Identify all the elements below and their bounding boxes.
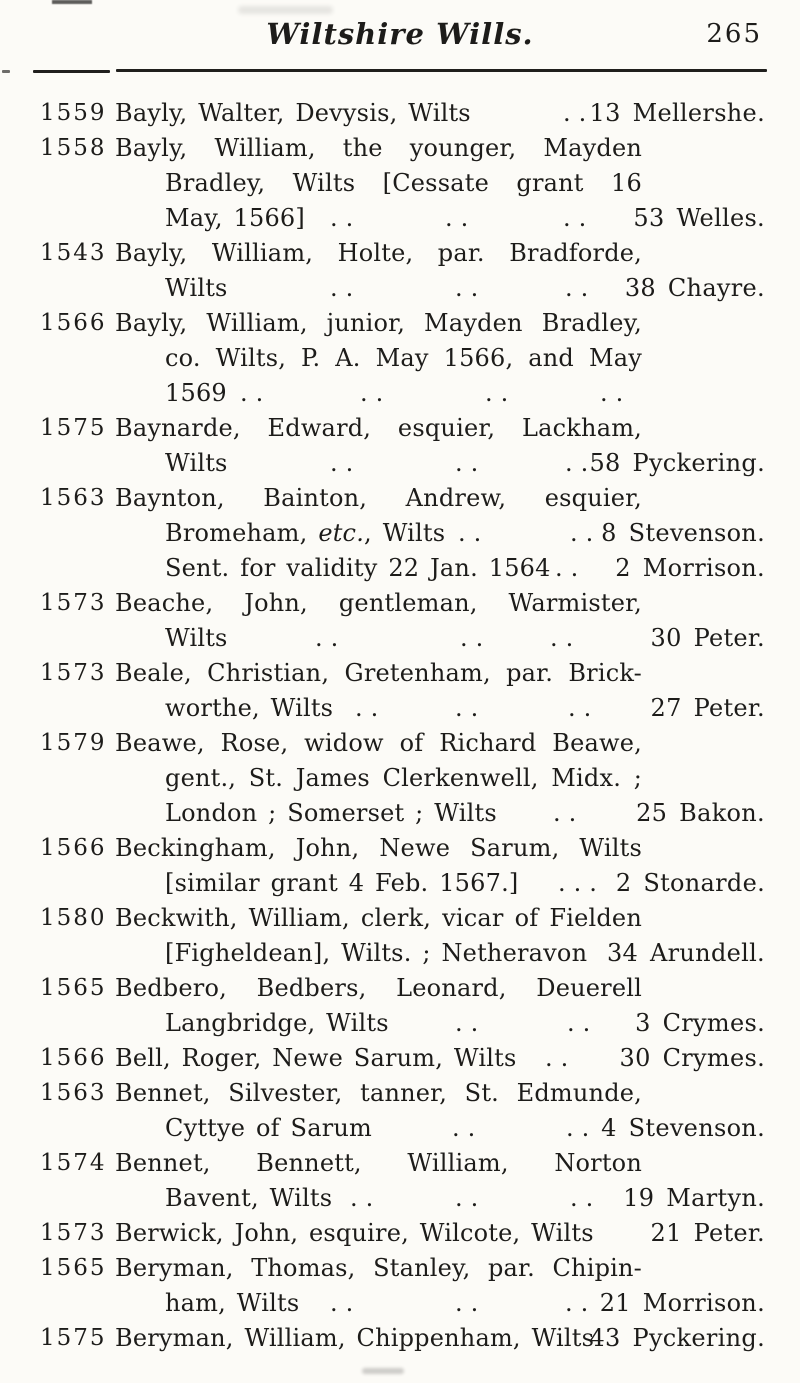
- entry-year: 1575: [40, 1325, 107, 1351]
- will-entry-row: [0, 831, 800, 866]
- entry-text: Wilts: [165, 624, 228, 652]
- page-number: 265: [706, 19, 762, 49]
- will-entry-row: [0, 1216, 800, 1251]
- entry-text: Baynarde, Edward, esquier, Lackham,: [115, 414, 642, 442]
- leader-dots: ..: [355, 694, 387, 722]
- will-entry-row: [0, 201, 800, 236]
- leader-dots: ..: [460, 624, 492, 652]
- entry-text: Berwick, John, esquire, Wilcote, Wilts: [115, 1219, 594, 1247]
- entry-text: Beale, Christian, Gretenham, par. Brick-: [115, 659, 642, 687]
- entry-year: 1558: [40, 135, 107, 161]
- leader-dots: ..: [330, 274, 362, 302]
- will-entry-row: [0, 1111, 800, 1146]
- will-entry-row: [0, 271, 800, 306]
- register-reference: 2 Stonarde.: [615, 869, 765, 897]
- entry-year: 1563: [40, 1080, 107, 1106]
- register-reference: 21 Morrison.: [599, 1289, 765, 1317]
- leader-dots: ..: [565, 274, 597, 302]
- will-entry-row: [0, 96, 800, 131]
- leader-dots: ..: [350, 1184, 382, 1212]
- entry-text: Bayly, William, junior, Mayden Bradley,: [115, 309, 642, 337]
- entry-text: Bradley, Wilts [Cessate grant 16: [165, 169, 642, 197]
- leader-dots: ..: [566, 1114, 598, 1142]
- header-rule-tick: [2, 70, 10, 73]
- entry-text: Bayly, Walter, Devysis, Wilts: [115, 99, 471, 127]
- entry-text: Cyttye of Sarum: [165, 1114, 372, 1142]
- entry-text: Sent. for validity 22 Jan. 1564: [165, 554, 551, 582]
- leader-dots: ..: [445, 204, 477, 232]
- leader-dots: ..: [553, 799, 585, 827]
- entry-year: 1566: [40, 310, 107, 336]
- leader-dots: ..: [455, 274, 487, 302]
- leader-dots: ..: [567, 1009, 599, 1037]
- entry-text: Wilts: [165, 274, 228, 302]
- will-entry-row: [0, 166, 800, 201]
- leader-dots: ..: [570, 1184, 602, 1212]
- entry-text: Bayly, William, the younger, Mayden: [115, 134, 642, 162]
- register-reference: 21 Peter.: [650, 1219, 765, 1247]
- page-header: [0, 12, 800, 56]
- will-entry-row: [0, 481, 800, 516]
- leader-dots: ..: [568, 694, 600, 722]
- entry-text: Beache, John, gentleman, Warmister,: [115, 589, 642, 617]
- will-entry-row: [0, 516, 800, 551]
- will-entry-row: [0, 1181, 800, 1216]
- leader-dots: ..: [330, 1289, 362, 1317]
- register-reference: 25 Bakon.: [636, 799, 765, 827]
- entry-text: Bavent, Wilts: [165, 1184, 333, 1212]
- register-reference: 34 Arundell.: [606, 939, 765, 967]
- entry-text: [Figheldean], Wilts. ; Netheravon: [165, 939, 588, 967]
- register-reference: 53 Welles.: [633, 204, 765, 232]
- entry-text: Beawe, Rose, widow of Richard Beawe,: [115, 729, 642, 757]
- will-entry-row: [0, 656, 800, 691]
- will-entry-row: [0, 1041, 800, 1076]
- entry-text: worthe, Wilts: [165, 694, 334, 722]
- will-entry-row: [0, 306, 800, 341]
- leader-dots: ..: [360, 379, 392, 407]
- register-reference: 58 Pyckering.: [589, 449, 765, 477]
- entry-text: May, 1566]: [165, 204, 305, 232]
- entry-text: Beckwith, William, clerk, vicar of Fielden: [115, 904, 642, 932]
- will-entry-row: [0, 376, 800, 411]
- will-entry-row: [0, 131, 800, 166]
- register-reference: 27 Peter.: [650, 694, 765, 722]
- entry-year: 1565: [40, 1255, 107, 1281]
- leader-dots: ..: [600, 379, 632, 407]
- entry-text: Baynton, Bainton, Andrew, esquier,: [115, 484, 642, 512]
- entry-year: 1573: [40, 1220, 107, 1246]
- will-entry-row: [0, 691, 800, 726]
- entry-year: 1559: [40, 100, 107, 126]
- register-reference: 4 Stevenson.: [601, 1114, 765, 1142]
- leader-dots: ...: [558, 869, 605, 897]
- leader-dots: ..: [555, 554, 587, 582]
- will-entry-row: [0, 796, 800, 831]
- entry-text: Wilts: [165, 449, 228, 477]
- will-entry-row: [0, 1146, 800, 1181]
- leader-dots: ..: [240, 379, 272, 407]
- will-entry-row: [0, 411, 800, 446]
- leader-dots: ..: [330, 449, 362, 477]
- leader-dots: ..: [455, 1009, 487, 1037]
- register-reference: 43 Pyckering.: [589, 1324, 765, 1352]
- entry-text: Beckingham, John, Newe Sarum, Wilts: [115, 834, 642, 862]
- entry-text: Langbridge, Wilts: [165, 1009, 389, 1037]
- register-reference: 8 Stevenson.: [601, 519, 765, 547]
- register-reference: 30 Peter.: [650, 624, 765, 652]
- leader-dots: ..: [330, 204, 362, 232]
- leader-dots: ..: [455, 694, 487, 722]
- will-entry-row: [0, 1006, 800, 1041]
- entry-text: Bennet, Bennett, William, Norton: [115, 1149, 642, 1177]
- entry-text: gent., St. James Clerkenwell, Midx. ;: [165, 764, 642, 792]
- entry-year: 1575: [40, 415, 107, 441]
- entry-text: Bennet, Silvester, tanner, St. Edmunde,: [115, 1079, 642, 1107]
- entry-year: 1580: [40, 905, 107, 931]
- will-entry-row: [0, 236, 800, 271]
- entry-text: ham, Wilts: [165, 1289, 300, 1317]
- leader-dots: ..: [455, 1184, 487, 1212]
- entry-text: [similar grant 4 Feb. 1567.]: [165, 869, 519, 897]
- will-entry-row: [0, 901, 800, 936]
- will-entry-row: [0, 866, 800, 901]
- entry-year: 1543: [40, 240, 107, 266]
- leader-dots: ..: [563, 99, 595, 127]
- entry-year: 1563: [40, 485, 107, 511]
- leader-dots: ..: [565, 1289, 597, 1317]
- leader-dots: ..: [315, 624, 347, 652]
- register-reference: 13 Mellershe.: [589, 99, 765, 127]
- entry-year: 1566: [40, 1045, 107, 1071]
- leader-dots: ..: [455, 1289, 487, 1317]
- leader-dots: ..: [565, 449, 597, 477]
- will-entry-row: [0, 341, 800, 376]
- entry-year: 1573: [40, 660, 107, 686]
- will-entry-row: [0, 726, 800, 761]
- leader-dots: ..: [455, 449, 487, 477]
- header-rule-right: [116, 69, 767, 72]
- will-entry-row: [0, 551, 800, 586]
- entry-text: co. Wilts, P. A. May 1566, and May: [165, 344, 642, 372]
- leader-dots: ..: [452, 1114, 484, 1142]
- will-entry-row: [0, 761, 800, 796]
- leader-dots: ..: [485, 379, 517, 407]
- register-reference: 30 Crymes.: [619, 1044, 765, 1072]
- leader-dots: ..: [563, 204, 595, 232]
- entry-text: Beryman, Thomas, Stanley, par. Chipin-: [115, 1254, 642, 1282]
- entry-text: Bromeham, etc., Wilts: [165, 519, 446, 547]
- will-entry-row: [0, 1321, 800, 1356]
- will-entry-row: [0, 1286, 800, 1321]
- scan-smudge-bottom: [362, 1368, 404, 1374]
- entry-year: 1574: [40, 1150, 107, 1176]
- will-entry-row: [0, 446, 800, 481]
- page-title: Wiltshire Wills.: [266, 17, 534, 51]
- entry-year: 1566: [40, 835, 107, 861]
- header-rule-left: [33, 70, 110, 73]
- will-entry-row: [0, 621, 800, 656]
- will-entry-row: [0, 586, 800, 621]
- register-reference: 38 Chayre.: [624, 274, 765, 302]
- leader-dots: ..: [550, 624, 582, 652]
- entry-year: 1579: [40, 730, 107, 756]
- entry-text: Bedbero, Bedbers, Leonard, Deuerell: [115, 974, 642, 1002]
- entry-text: London ; Somerset ; Wilts: [165, 799, 497, 827]
- leader-dots: ..: [570, 519, 602, 547]
- entry-year: 1573: [40, 590, 107, 616]
- register-reference: 2 Morrison.: [615, 554, 765, 582]
- entry-text: Bayly, William, Holte, par. Bradforde,: [115, 239, 642, 267]
- will-entry-row: [0, 971, 800, 1006]
- entry-text: Bell, Roger, Newe Sarum, Wilts: [115, 1044, 517, 1072]
- entry-year: 1565: [40, 975, 107, 1001]
- will-entry-row: [0, 1076, 800, 1111]
- will-entry-row: [0, 936, 800, 971]
- register-reference: 3 Crymes.: [635, 1009, 765, 1037]
- scan-smudge-top: [52, 0, 92, 4]
- register-reference: 19 Martyn.: [623, 1184, 765, 1212]
- leader-dots: ..: [545, 1044, 577, 1072]
- leader-dots: ..: [458, 519, 490, 547]
- wills-index-list: [0, 96, 800, 1356]
- entry-text: Beryman, William, Chippenham, Wilts: [115, 1324, 595, 1352]
- entry-text: 1569: [165, 379, 227, 407]
- will-entry-row: [0, 1251, 800, 1286]
